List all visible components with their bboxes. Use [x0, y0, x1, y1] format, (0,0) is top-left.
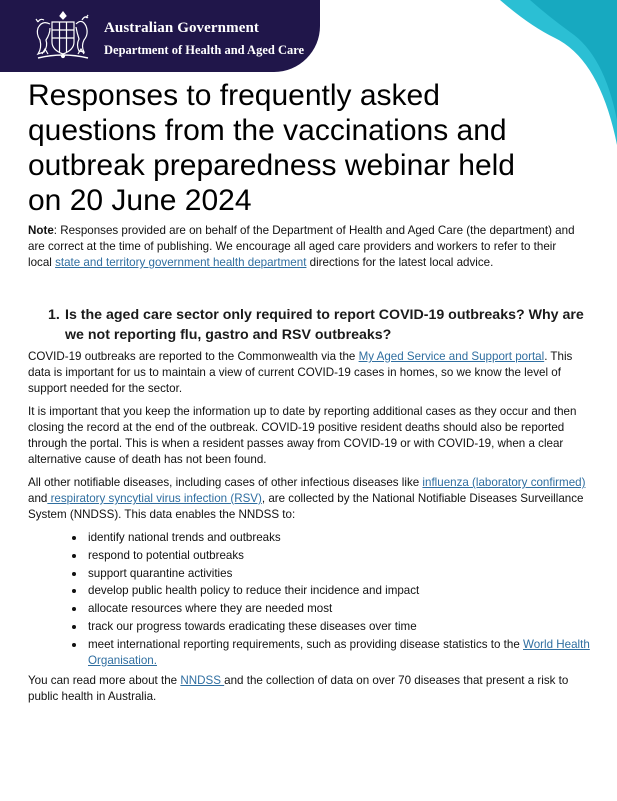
- bullet-icon: [72, 643, 76, 647]
- question-text: Is the aged care sector only required to report COVID-19 outbreaks? Why are we not reporting flu, gastro and RSV outbreaks?: [65, 307, 584, 343]
- answer-text: You can read more about the: [28, 674, 181, 687]
- list-item: [70, 548, 590, 564]
- answer-paragraph-1: [28, 349, 592, 397]
- answer-text: and the collection of data on over 70 diseases that present a risk to public health in Australia.: [28, 674, 569, 703]
- department-name: Department of Health and Aged Care: [104, 43, 305, 57]
- note-text: : Responses provided are on behalf of the Department of Health and Aged Care (the department) and are correct at the time of publishing. We encourage all aged care providers and workers to refer to their local: [28, 224, 575, 269]
- list-item: [70, 637, 590, 669]
- government-name: Australian Government: [104, 20, 260, 36]
- nndss-link[interactable]: NNDSS: [180, 674, 225, 687]
- bullet-icon: [72, 607, 76, 611]
- answer-text: . This data is important for us to maintain a view of current COVID-19 cases in homes, so we know the level of support needed for the sector.: [28, 350, 573, 395]
- list-item-text: identify national trends and outbreaks: [88, 531, 281, 544]
- list-item: [70, 583, 590, 599]
- list-item-text: develop public health policy to reduce their incidence and impact: [88, 584, 420, 598]
- note-label: Note: [28, 224, 54, 237]
- question-number: 1.: [48, 307, 60, 323]
- bullet-icon: [72, 589, 76, 593]
- answer-paragraph-4: [28, 673, 592, 705]
- world-health-organisation-link[interactable]: World Health Organisation.: [88, 637, 590, 667]
- list-item: [70, 566, 590, 582]
- answer-text: and: [28, 492, 48, 505]
- answer-paragraph-2: It is important that you keep the information up to date by reporting additional cases as they occur and then closing the record at the end of the outbreak. COVID-19 positive resident deaths should also be reported through the portal. This is when a resident passes away from COVID-19 or with COVID-19, when a clear alternative cause of death has not been found.: [28, 405, 577, 466]
- list-item-text: allocate resources where they are needed most: [88, 602, 333, 616]
- nndss-purpose-list: [70, 530, 590, 671]
- rsv-link[interactable]: respiratory syncytial virus infection (RSV): [47, 492, 262, 505]
- list-item: [70, 619, 590, 635]
- list-item-text: meet international reporting requirements, such as providing disease statistics to the: [88, 637, 523, 651]
- bullet-icon: [72, 572, 76, 576]
- bullet-icon: [72, 536, 76, 540]
- page-title: Responses to frequently asked questions from the vaccinations and outbreak preparedness webinar held on 20 June 2024: [28, 79, 515, 217]
- question-1-heading: [48, 305, 588, 345]
- note-paragraph: [28, 223, 576, 271]
- list-item-text: respond to potential outbreaks: [88, 548, 244, 562]
- coat-of-arms-icon: [30, 8, 96, 64]
- answer-text: , are collected by the National Notifiable Diseases Surveillance System (NNDSS). This data enables the NNDSS to:: [28, 492, 584, 521]
- influenza-link[interactable]: influenza (laboratory confirmed): [422, 476, 586, 489]
- answer-text: All other notifiable diseases, including cases of other infectious diseases like: [28, 476, 423, 489]
- list-item-text: track our progress towards eradicating these diseases over time: [88, 619, 417, 633]
- list-item: [70, 530, 590, 546]
- list-item-text: support quarantine activities: [88, 566, 233, 580]
- answer-text: COVID-19 outbreaks are reported to the Commonwealth via the: [28, 350, 359, 363]
- answer-paragraph-3: [28, 475, 592, 523]
- bullet-icon: [72, 554, 76, 558]
- government-header-band: [0, 0, 320, 72]
- note-text-end: directions for the latest local advice.: [306, 256, 494, 269]
- bullet-icon: [72, 625, 76, 629]
- state-health-department-link[interactable]: state and territory government health department: [55, 256, 307, 269]
- list-item: [70, 601, 590, 617]
- my-aged-service-portal-link[interactable]: My Aged Service and Support portal: [358, 350, 545, 363]
